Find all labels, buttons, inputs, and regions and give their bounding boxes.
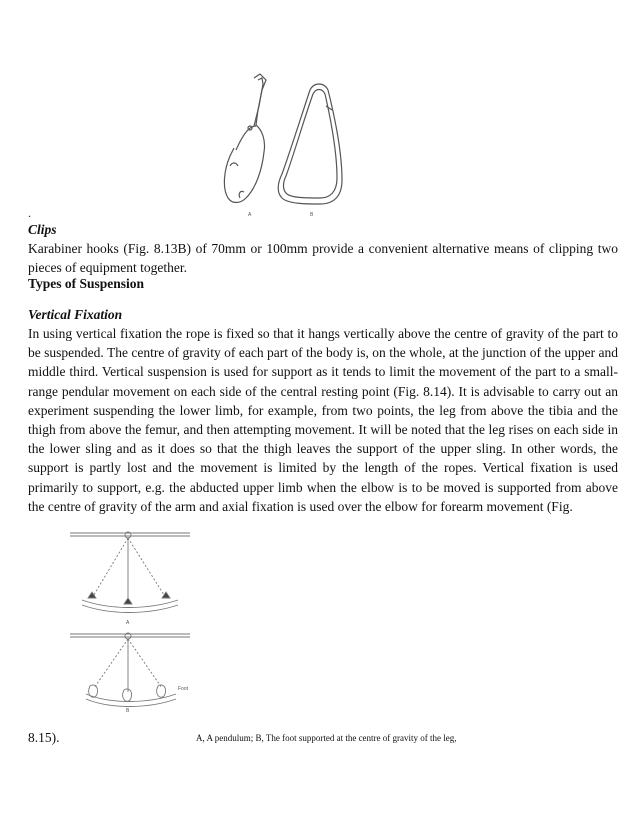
- pendulum-panel-a: [70, 532, 190, 613]
- stray-dot: .: [28, 206, 31, 220]
- vertical-fixation-body: In using vertical fixation the rope is fixed so that it hangs vertically above the centre of gravity of the part to be suspended. The centre of gravity of each part of the body is, on the whole, at the junction of the upper and middle third. Vertical suspension is used for support as it tends to limit the movement of the part to a small-range pendular movement on each side of the central resting point (Fig. 8.14). It is advisable to carry out an experiment suspending the lower limb, for example, from two points, the leg from above the tibia and the thigh from above the femur, and then attempting movement. It will be noted that the leg rises on each side in the lower sling and as it does so that the thigh leaves the support of the upper sling. In other words, the support is partly lost and the movement is limited by the length of the ropes. Vertical fixation is used primarily to support, e.g. the abducted upper limb when the elbow is to be moved is supported from above the centre of gravity of the arm and axial fixation is used over the elbow for forearm movement (Fig.: [28, 326, 618, 514]
- figure-caption: A, A pendulum; B, The foot supported at the centre of gravity of the leg,: [196, 733, 457, 743]
- vertical-fixation-heading: Vertical Fixation: [28, 307, 123, 322]
- pendulum-figure: [70, 528, 200, 713]
- foot-label: Foot: [178, 686, 189, 692]
- figure-reference-continuation: 8.15).: [28, 730, 60, 745]
- clips-body: Karabiner hooks (Fig. 8.13B) of 70mm or 100mm provide a convenient alternative means of clipping two pieces of equipment together.: [28, 241, 618, 276]
- foot-label-b: B: [126, 708, 130, 713]
- figure-label-b: B: [310, 212, 314, 218]
- foot-panel-b: [70, 633, 190, 707]
- clips-heading: Clips: [28, 222, 57, 237]
- types-of-suspension-heading: Types of Suspension: [28, 276, 145, 291]
- karabiner-figure: [210, 70, 350, 220]
- pendulum-label-a: A: [126, 620, 130, 626]
- karabiner-b: [278, 84, 342, 204]
- karabiner-hook-a: [224, 74, 266, 203]
- figure-label-a: A: [248, 212, 252, 218]
